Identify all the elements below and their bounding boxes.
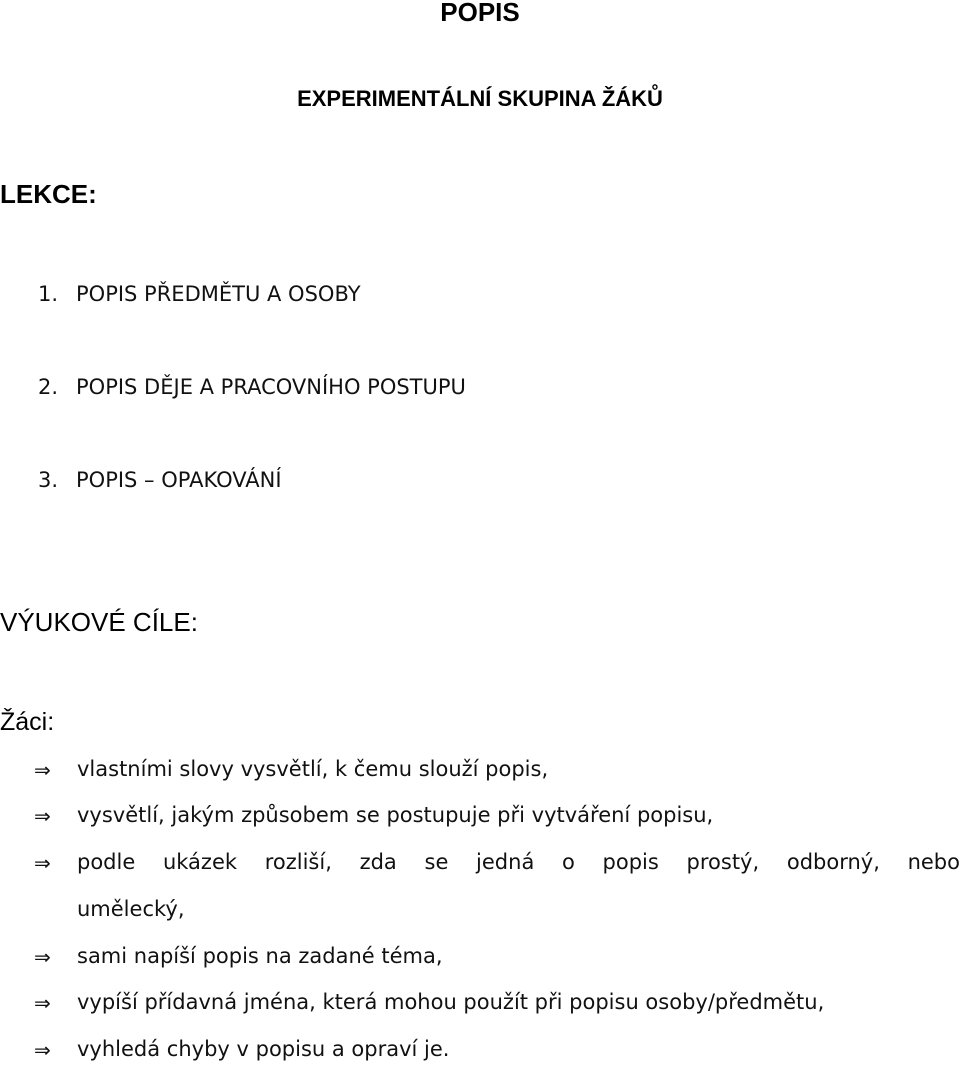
goal-text: podle ukázek rozliší, zda se jedná o popis prostý, odborný, nebo	[77, 850, 960, 874]
lessons-heading: LEKCE:	[0, 179, 97, 209]
goal-text: vyhledá chyby v popisu a opraví je.	[77, 1037, 450, 1061]
goal-text: vypíší přídavná jména, která mohou použít při popisu osoby/předmětu,	[77, 990, 825, 1014]
lesson-item	[38, 372, 466, 402]
double-arrow-icon: ⇒	[34, 851, 51, 875]
lesson-text: POPIS PŘEDMĚTU A OSOBY	[76, 282, 361, 306]
lesson-text: POPIS – OPAKOVÁNÍ	[76, 468, 282, 492]
double-arrow-icon: ⇒	[34, 945, 51, 969]
double-arrow-icon: ⇒	[34, 1038, 51, 1062]
lesson-number: 3.	[38, 468, 59, 492]
students-label: Žáci:	[0, 708, 55, 736]
goals-heading: VÝUKOVÉ CÍLE:	[0, 607, 198, 637]
document-subtitle: EXPERIMENTÁLNÍ SKUPINA ŽÁKŮ	[297, 86, 663, 111]
goal-text: vysvětlí, jakým způsobem se postupuje při vytváření popisu,	[77, 803, 714, 827]
lesson-number: 1.	[38, 282, 59, 306]
lesson-item	[38, 279, 361, 309]
goal-text: sami napíší popis na zadané téma,	[77, 944, 443, 968]
double-arrow-icon: ⇒	[34, 758, 51, 782]
document-title: POPIS	[440, 0, 520, 27]
lesson-text: POPIS DĚJE A PRACOVNÍHO POSTUPU	[76, 375, 466, 399]
lesson-number: 2.	[38, 375, 59, 399]
lesson-item	[38, 465, 282, 495]
double-arrow-icon: ⇒	[34, 804, 51, 828]
goal-text-continuation: umělecký,	[77, 897, 185, 921]
double-arrow-icon: ⇒	[34, 991, 51, 1015]
goal-text: vlastními slovy vysvětlí, k čemu slouží popis,	[77, 757, 549, 781]
